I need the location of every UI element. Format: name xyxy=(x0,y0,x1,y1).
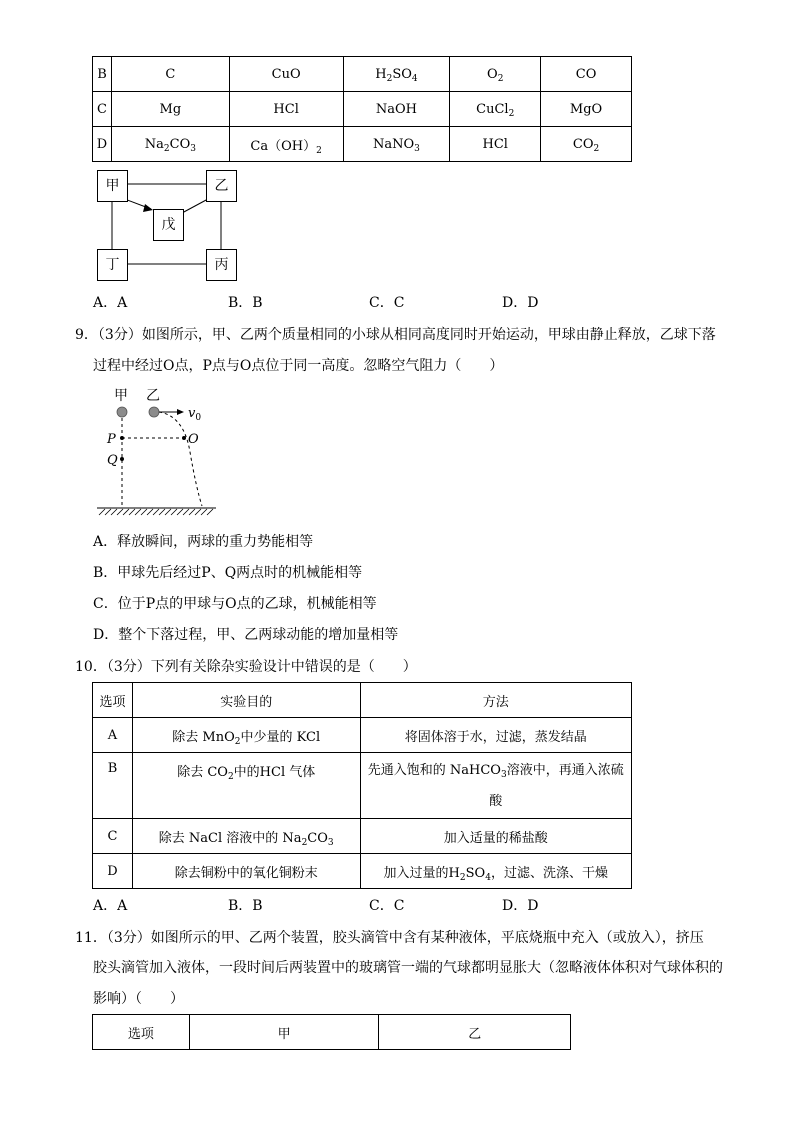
q10-stem: 10．（3分）下列有关除杂实验设计中错误的是（ ） xyxy=(75,659,417,675)
label-q: Q xyxy=(107,453,118,468)
header-yi: 乙 xyxy=(379,1015,571,1050)
purpose-cell: 除去 NaCl 溶液中的 $Na_2CO_3$ xyxy=(132,819,360,854)
purpose-cell: 除去 MnO$_2$中少量的 KCl xyxy=(132,718,360,753)
q10-row-b xyxy=(93,753,632,819)
label-p: P xyxy=(107,432,116,447)
q8-option-c[interactable]: C．C xyxy=(369,295,405,311)
q11-table xyxy=(92,1014,571,1050)
q10-table xyxy=(92,682,632,889)
cell: $Ca(OH)_2$ xyxy=(229,127,343,162)
cell: CuCl$_2$ xyxy=(450,92,541,127)
header-option: 选项 xyxy=(93,683,133,718)
method-cell: 先通入饱和的 NaHCO$_3$溶液中，再通入浓硫 酸 xyxy=(360,753,632,819)
q9-option-d[interactable]: D．整个下落过程，甲、乙两球动能的增加量相等 xyxy=(93,627,399,643)
purpose-cell: 除去铜粉中的氧化铜粉末 xyxy=(132,854,360,889)
q10-option-a[interactable]: A．A xyxy=(93,898,128,914)
q10-option-b[interactable]: B．B xyxy=(228,898,263,914)
q8-row-d xyxy=(93,127,632,162)
q9-stem-line1: 9．（3分）如图所示，甲、乙两个质量相同的小球从相同高度同时开始运动，甲球由静止释放，乙球下落 xyxy=(75,327,716,343)
ball-yi xyxy=(149,407,159,417)
q10-row-d xyxy=(93,854,632,889)
q8-option-d[interactable]: D．D xyxy=(502,295,539,311)
node-wu: 戊 xyxy=(153,209,184,241)
q11-stem-line3: 影响）（ ） xyxy=(93,991,184,1007)
row-label: A xyxy=(93,718,133,753)
cell: Mg xyxy=(111,92,229,127)
header-purpose: 实验目的 xyxy=(132,683,360,718)
cell: $O_2$ xyxy=(450,57,541,92)
cell: CuO xyxy=(229,57,343,92)
cell: NaOH xyxy=(343,92,450,127)
row-label: D xyxy=(93,127,112,162)
q9-option-a[interactable]: A．释放瞬间，两球的重力势能相等 xyxy=(93,534,314,550)
cell: CO xyxy=(541,57,632,92)
q11-header-row xyxy=(93,1015,571,1050)
q9-figure xyxy=(92,382,252,522)
header-method: 方法 xyxy=(360,683,632,718)
q8-option-a[interactable]: A．A xyxy=(93,295,128,311)
node-jia: 甲 xyxy=(97,170,128,202)
q10-row-c xyxy=(93,819,632,854)
q11-stem-line2: 胶头滴管加入液体，一段时间后两装置中的玻璃管一端的气球都明显胀大（忽略液体体积对气球体积的 xyxy=(93,960,723,976)
q9-stem-line2: 过程中经过O点，P点与O点位于同一高度。忽略空气阻力（ ） xyxy=(93,358,504,374)
q9-option-c[interactable]: C．位于P点的甲球与O点的乙球，机械能相等 xyxy=(93,596,377,612)
q8-row-c xyxy=(93,92,632,127)
q10-header-row xyxy=(93,683,632,718)
cell: MgO xyxy=(541,92,632,127)
cell: NaNO$_3$ xyxy=(343,127,450,162)
row-label: B xyxy=(93,753,133,819)
node-ding: 丁 xyxy=(97,249,128,281)
q8-row-b xyxy=(93,57,632,92)
q10-option-d[interactable]: D．D xyxy=(502,898,539,914)
cell: C xyxy=(111,57,229,92)
method-cell: 加入过量的$H_2SO_4$，过滤、洗涤、干燥 xyxy=(360,854,632,889)
method-cell: 将固体溶于水，过滤，蒸发结晶 xyxy=(360,718,632,753)
q11-stem-line1: 11．（3分）如图所示的甲、乙两个装置，胶头滴管中含有某种液体，平底烧瓶中充入（或放入），挤压 xyxy=(75,930,704,946)
q10-option-c[interactable]: C．C xyxy=(369,898,405,914)
node-yi: 乙 xyxy=(206,170,237,202)
cell: HCl xyxy=(229,92,343,127)
row-label: C xyxy=(93,92,112,127)
row-label: D xyxy=(93,854,133,889)
cell: $Na_2CO_3$ xyxy=(111,127,229,162)
label-jia: 甲 xyxy=(114,388,128,404)
label-o: O xyxy=(188,432,199,447)
purpose-cell: 除去 $CO_2$中的HCl 气体 xyxy=(132,753,360,819)
header-option: 选项 xyxy=(93,1015,190,1050)
cell: $H_2SO_4$ xyxy=(343,57,450,92)
header-jia: 甲 xyxy=(189,1015,379,1050)
cell: $CO_2$ xyxy=(541,127,632,162)
cell: HCl xyxy=(450,127,541,162)
row-label: C xyxy=(93,819,133,854)
ball-jia xyxy=(117,407,127,417)
row-label: B xyxy=(93,57,112,92)
label-v0: $v_0$ xyxy=(188,406,202,423)
label-yi: 乙 xyxy=(146,388,160,404)
q10-row-a xyxy=(93,718,632,753)
q9-option-b[interactable]: B．甲球先后经过P、Q两点时的机械能相等 xyxy=(93,565,363,581)
q8-option-b[interactable]: B．B xyxy=(228,295,263,311)
method-cell: 加入适量的稀盐酸 xyxy=(360,819,632,854)
q8-table xyxy=(92,56,632,162)
node-bing: 丙 xyxy=(206,249,237,281)
